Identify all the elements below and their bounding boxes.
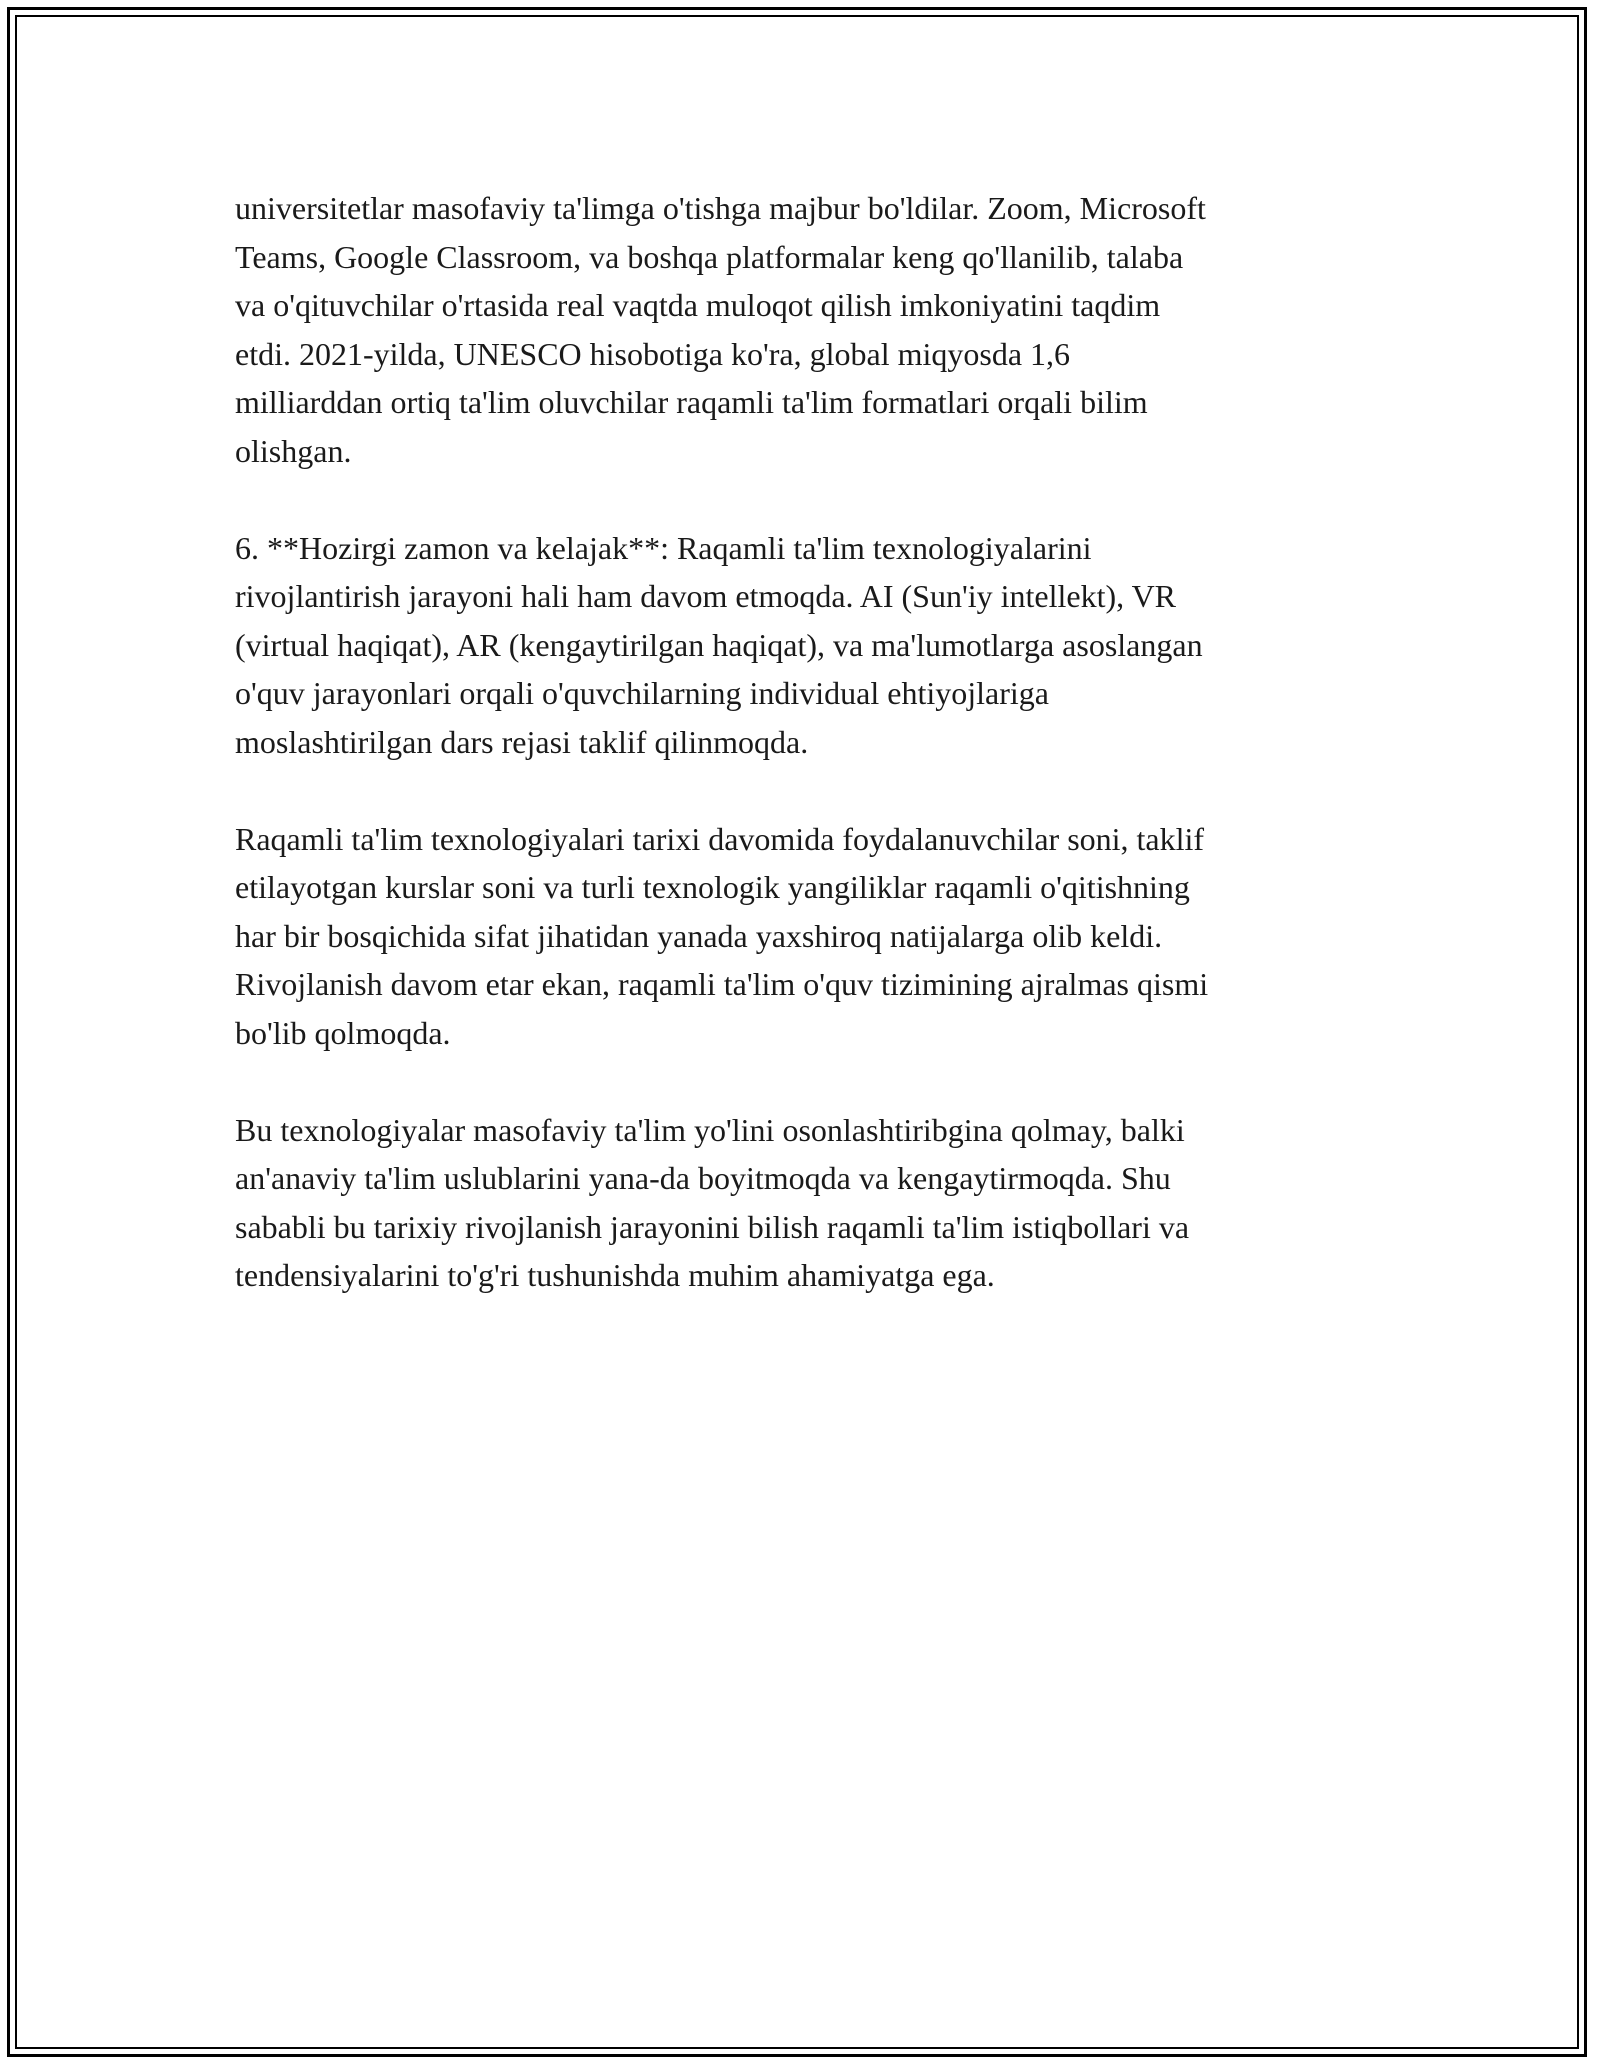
text-line: etdi. 2021-yilda, UNESCO hisobotiga ko'ra, global miqyosda 1,6 — [235, 335, 1071, 372]
text-line: o'quv jarayonlari orqali o'quvchilarning individual ehtiyojlariga — [235, 675, 1049, 711]
text-line: va o'qituvchilar o'rtasida real vaqtda muloqot qilish imkoniyatini taqdim — [235, 287, 1161, 323]
text-line: moslashtirilgan dars rejasi taklif qilinmoqda. — [235, 723, 809, 760]
text-line: an'anaviy ta'lim uslublarini yana-da boyitmoqda va kengaytirmoqda. Shu — [235, 1160, 1171, 1196]
text-line: tendensiyalarini to'g'ri tushunishda muhim ahamiyatga ega. — [235, 1257, 995, 1293]
text-line: (virtual haqiqat), AR (kengaytirilgan haqiqat), va ma'lumotlarga asoslangan — [235, 626, 1203, 663]
text-line: sababli bu tarixiy rivojlanish jarayonini bilish raqamli ta'lim istiqbollari va — [235, 1208, 1190, 1245]
text-line: Raqamli ta'lim texnologiyalari tarixi davomida foydalanuvchilar soni, taklif — [235, 820, 1205, 857]
text-line: milliarddan ortiq ta'lim oluvchilar raqamli ta'lim formatlari orqali bilim — [235, 384, 1148, 420]
text-line: Teams, Google Classroom, va boshqa platformalar keng qo'llanilib, talaba — [235, 238, 1184, 275]
text-line: universitetlar masofaviy ta'limga o'tishga majbur bo'ldilar. Zoom, Microsoft — [235, 190, 1206, 226]
text-line: bo'lib qolmoqda. — [235, 1014, 451, 1051]
paragraph-remote-learning — [235, 184, 1375, 475]
text-line: olishgan. — [235, 432, 352, 469]
text-line: 6. **Hozirgi zamon va kelajak**: Raqamli ta'lim texnologiyalarini — [235, 529, 1092, 566]
text-line: Rivojlanish davom etar ekan, raqamli ta'lim o'quv tizimining ajralmas qismi — [235, 966, 1209, 1002]
document-body — [235, 184, 1375, 1348]
text-line: Bu texnologiyalar masofaviy ta'lim yo'lini osonlashtiribgina qolmay, balki — [235, 1111, 1185, 1148]
text-line: etilayotgan kurslar soni va turli texnologik yangiliklar raqamli o'qitishning — [235, 869, 1190, 905]
paragraph-history-summary — [235, 815, 1375, 1058]
text-line: rivojlantirish jarayoni hali ham davom etmoqda. AI (Sun'iy intellekt), VR — [235, 578, 1177, 614]
paragraph-present-and-future — [235, 524, 1375, 767]
paragraph-conclusion — [235, 1106, 1375, 1300]
text-line: har bir bosqichida sifat jihatidan yanada yaxshiroq natijalarga olib keldi. — [235, 917, 1163, 954]
